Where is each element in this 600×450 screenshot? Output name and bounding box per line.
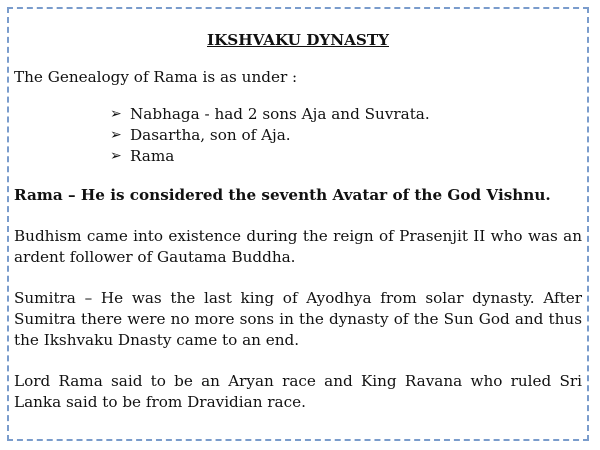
page-title: IKSHVAKU DYNASTY xyxy=(207,31,389,49)
paragraph-sumitra: Sumitra – He was the last king of Ayodhya from solar dynasty. After Sumitra there were no more sons in the dynasty of the Sun God and thus the Ikshvaku Dnasty came to an end. xyxy=(14,289,582,349)
list-item-text: Dasartha, son of Aja. xyxy=(130,126,291,144)
list-item xyxy=(110,104,582,125)
intro-text: The Genealogy of Rama is as under : xyxy=(14,68,298,86)
slide-content xyxy=(14,30,582,433)
list-item xyxy=(110,146,582,167)
arrow-bullet-icon: ➢ xyxy=(110,127,122,143)
rama-avatar-statement: Rama – He is considered the seventh Avatar of the God Vishnu. xyxy=(14,186,551,204)
list-item-text: Rama xyxy=(130,147,175,165)
paragraph-races: Lord Rama said to be an Aryan race and King Ravana who ruled Sri Lanka said to be from Dravidian race. xyxy=(14,372,582,411)
list-item xyxy=(110,125,582,146)
arrow-bullet-icon: ➢ xyxy=(110,148,122,164)
list-item-text: Nabhaga - had 2 sons Aja and Suvrata. xyxy=(130,105,430,123)
paragraph-buddhism: Budhism came into existence during the reign of Prasenjit II who was an ardent follower of Gautama Buddha. xyxy=(14,227,582,266)
arrow-bullet-icon: ➢ xyxy=(110,106,122,122)
genealogy-list xyxy=(14,104,582,167)
